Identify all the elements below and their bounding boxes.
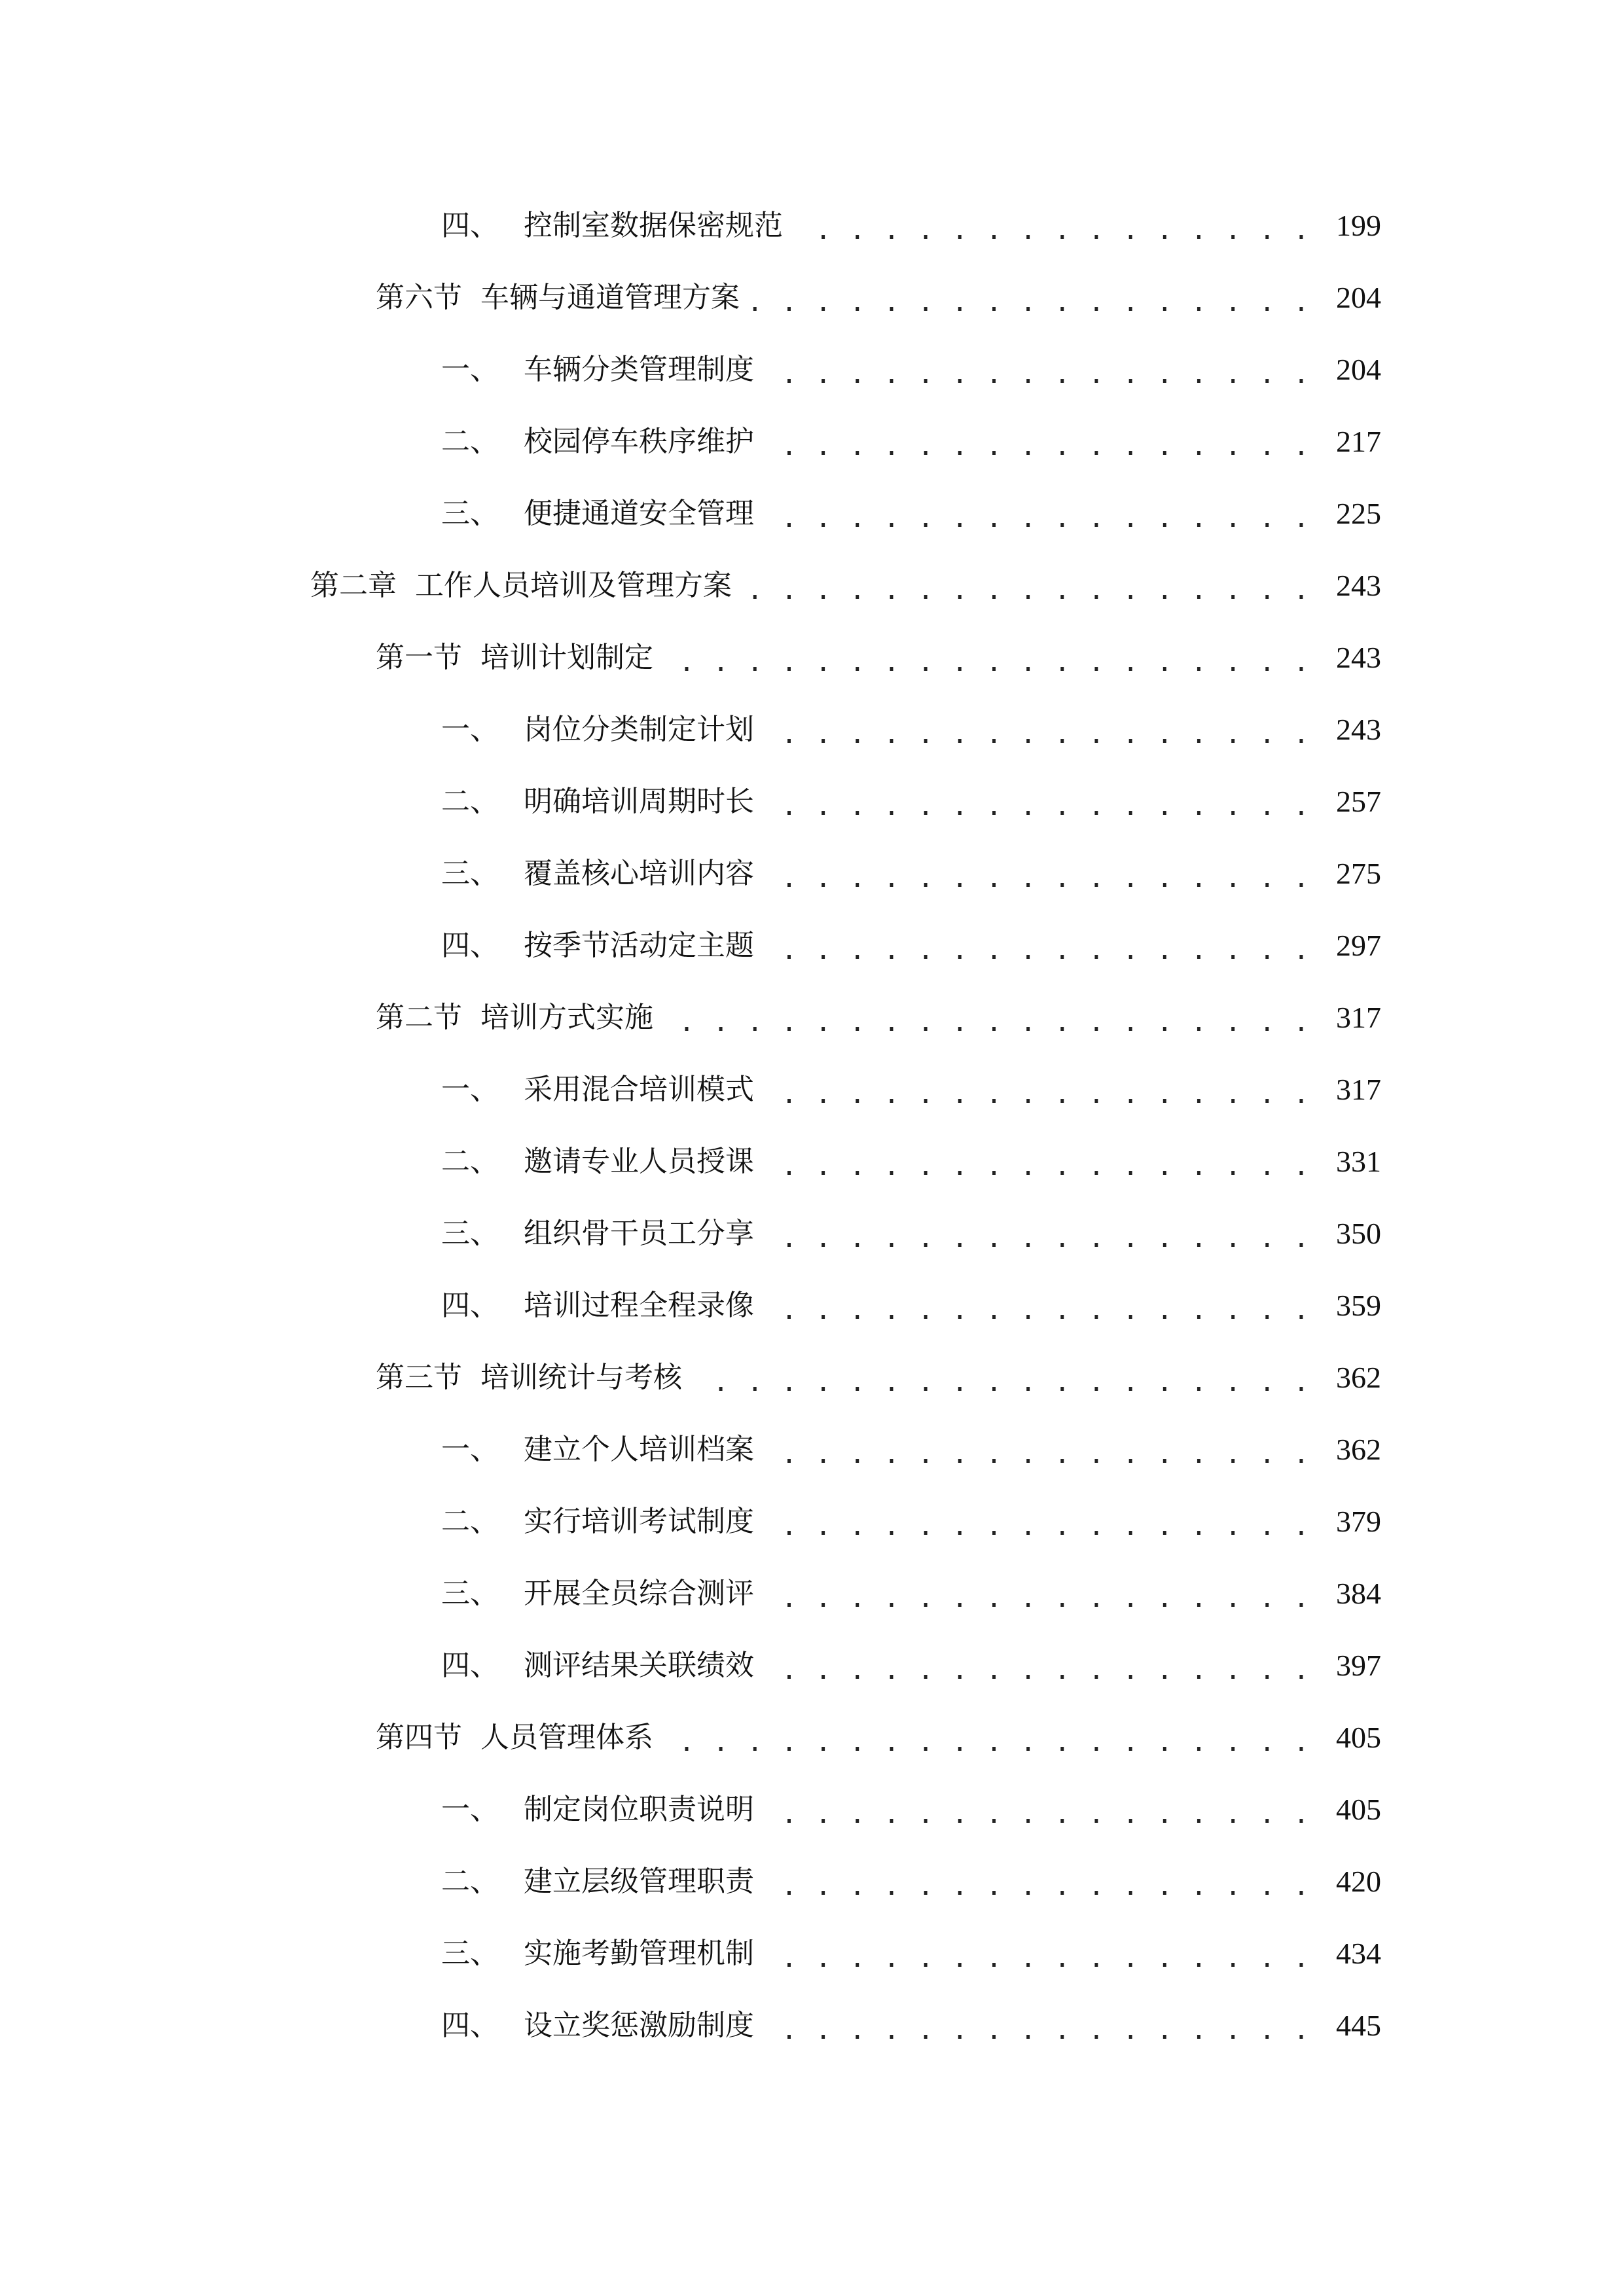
toc-entry-number: 第六节 xyxy=(376,281,462,314)
toc-dot-leader xyxy=(749,283,1310,312)
toc-entry-title: 设立奖惩激励制度 xyxy=(524,2009,754,2042)
toc-entry[interactable] xyxy=(0,1067,1624,1113)
toc-entry-page: 350 xyxy=(1336,1217,1381,1250)
toc-entry[interactable] xyxy=(0,275,1624,321)
toc-entry[interactable] xyxy=(0,1427,1624,1473)
toc-entry-title: 开展全员综合测评 xyxy=(524,1577,754,1610)
toc-entry-page: 397 xyxy=(1336,1649,1381,1682)
toc-dot-leader xyxy=(763,787,1310,816)
toc-entry-number: 第二节 xyxy=(376,1001,462,1034)
toc-dot-leader xyxy=(662,1003,1310,1032)
toc-entry-number: 第四节 xyxy=(376,1721,462,1754)
toc-entry-page: 275 xyxy=(1336,857,1381,890)
toc-dot-leader xyxy=(792,211,1310,240)
toc-dot-leader xyxy=(763,931,1310,960)
toc-dot-leader xyxy=(662,643,1310,672)
toc-entry-number: 二、 xyxy=(441,785,499,818)
toc-dot-leader xyxy=(763,1291,1310,1320)
toc-dot-leader xyxy=(763,1075,1310,1104)
toc-dot-leader xyxy=(763,1147,1310,1176)
toc-entry-number: 二、 xyxy=(441,1145,499,1178)
toc-entry[interactable] xyxy=(0,347,1624,393)
toc-entry-page: 379 xyxy=(1336,1505,1381,1538)
toc-entry-page: 243 xyxy=(1336,569,1381,602)
toc-entry[interactable] xyxy=(0,1355,1624,1401)
toc-entry-number: 四、 xyxy=(441,929,499,962)
toc-entry-title: 实施考勤管理机制 xyxy=(524,1937,754,1970)
toc-entry[interactable] xyxy=(0,995,1624,1041)
toc-entry[interactable] xyxy=(0,923,1624,969)
toc-entry-number: 四、 xyxy=(441,2009,499,2042)
toc-entry-title: 采用混合培训模式 xyxy=(524,1073,754,1106)
toc-entry-page: 405 xyxy=(1336,1721,1381,1754)
toc-entry-page: 362 xyxy=(1336,1361,1381,1394)
toc-entry[interactable] xyxy=(0,1931,1624,1977)
toc-entry-page: 225 xyxy=(1336,497,1381,530)
toc-dot-leader xyxy=(662,1723,1310,1752)
toc-entry-title: 岗位分类制定计划 xyxy=(524,713,754,746)
toc-entry[interactable] xyxy=(0,419,1624,465)
toc-entry[interactable] xyxy=(0,491,1624,537)
toc-entry-number: 三、 xyxy=(441,1217,499,1250)
toc-entry-title: 邀请专业人员授课 xyxy=(524,1145,754,1178)
toc-entry-number: 二、 xyxy=(441,1865,499,1898)
toc-entry-title: 明确培训周期时长 xyxy=(524,785,754,818)
toc-entry-number: 一、 xyxy=(441,1073,499,1106)
toc-entry-page: 199 xyxy=(1336,209,1381,242)
toc-dot-leader xyxy=(763,1435,1310,1464)
toc-entry-title: 人员管理体系 xyxy=(480,1721,653,1754)
toc-entry[interactable] xyxy=(0,1787,1624,1833)
toc-dot-leader xyxy=(763,859,1310,888)
toc-entry-page: 204 xyxy=(1336,281,1381,314)
toc-dot-leader xyxy=(763,1219,1310,1248)
toc-entry-page: 297 xyxy=(1336,929,1381,962)
toc-entry-title: 培训过程全程录像 xyxy=(524,1289,754,1322)
toc-entry-number: 三、 xyxy=(441,1577,499,1610)
toc-entry-title: 组织骨干员工分享 xyxy=(524,1217,754,1250)
toc-entry-title: 车辆与通道管理方案 xyxy=(480,281,740,314)
toc-entry-number: 一、 xyxy=(441,353,499,386)
toc-dot-leader xyxy=(763,2011,1310,2040)
toc-entry-number: 二、 xyxy=(441,425,499,458)
toc-entry-number: 四、 xyxy=(441,1649,499,1682)
toc-entry[interactable] xyxy=(0,1499,1624,1545)
toc-entry[interactable] xyxy=(0,707,1624,753)
toc-dot-leader xyxy=(763,1651,1310,1680)
toc-entry[interactable] xyxy=(0,1571,1624,1617)
toc-entry-title: 建立个人培训档案 xyxy=(524,1433,754,1466)
toc-entry[interactable] xyxy=(0,1283,1624,1329)
toc-entry-title: 制定岗位职责说明 xyxy=(524,1793,754,1826)
toc-entry-page: 359 xyxy=(1336,1289,1381,1322)
toc-entry[interactable] xyxy=(0,1211,1624,1257)
toc-entry-page: 257 xyxy=(1336,785,1381,818)
toc-entry[interactable] xyxy=(0,779,1624,825)
toc-entry-number: 四、 xyxy=(441,209,499,242)
toc-entry-page: 317 xyxy=(1336,1001,1381,1034)
toc-entry[interactable] xyxy=(0,2003,1624,2049)
toc-entry[interactable] xyxy=(0,1643,1624,1689)
toc-entry-page: 317 xyxy=(1336,1073,1381,1106)
toc-entry-title: 便捷通道安全管理 xyxy=(524,497,754,530)
toc-entry-number: 一、 xyxy=(441,1793,499,1826)
toc-entry[interactable] xyxy=(0,563,1624,609)
toc-dot-leader xyxy=(763,1507,1310,1536)
toc-entry-number: 二、 xyxy=(441,1505,499,1538)
toc-entry-page: 331 xyxy=(1336,1145,1381,1178)
toc-dot-leader xyxy=(763,427,1310,456)
toc-entry-title: 覆盖核心培训内容 xyxy=(524,857,754,890)
toc-entry-page: 243 xyxy=(1336,713,1381,746)
toc-entry[interactable] xyxy=(0,1715,1624,1761)
toc-entry-number: 第三节 xyxy=(376,1361,462,1394)
toc-entry-title: 校园停车秩序维护 xyxy=(524,425,754,458)
toc-entry-title: 测评结果关联绩效 xyxy=(524,1649,754,1682)
toc-dot-leader xyxy=(763,1939,1310,1968)
toc-entry-title: 控制室数据保密规范 xyxy=(524,209,783,242)
toc-entry-number: 第一节 xyxy=(376,641,462,674)
toc-entry-title: 培训方式实施 xyxy=(480,1001,653,1034)
toc-entry-page: 384 xyxy=(1336,1577,1381,1610)
toc-dot-leader xyxy=(763,1867,1310,1896)
toc-entry-title: 车辆分类管理制度 xyxy=(524,353,754,386)
toc-entry-title: 按季节活动定主题 xyxy=(524,929,754,962)
toc-entry[interactable] xyxy=(0,635,1624,681)
toc-entry-number: 一、 xyxy=(441,1433,499,1466)
toc-dot-leader xyxy=(763,499,1310,528)
toc-entry-title: 工作人员培训及管理方案 xyxy=(415,569,732,602)
toc-entry[interactable] xyxy=(0,851,1624,897)
toc-entry-title: 实行培训考试制度 xyxy=(524,1505,754,1538)
toc-entry-number: 三、 xyxy=(441,497,499,530)
toc-entry-title: 建立层级管理职责 xyxy=(524,1865,754,1898)
toc-entry-page: 243 xyxy=(1336,641,1381,674)
toc-entry[interactable] xyxy=(0,203,1624,249)
toc-entry-page: 445 xyxy=(1336,2009,1381,2042)
toc-entry-number: 第二章 xyxy=(310,569,397,602)
toc-entry-page: 405 xyxy=(1336,1793,1381,1826)
toc-entry-title: 培训计划制定 xyxy=(480,641,653,674)
toc-entry[interactable] xyxy=(0,1139,1624,1185)
toc-dot-leader xyxy=(691,1363,1310,1392)
toc-dot-leader xyxy=(763,715,1310,744)
toc-dot-leader xyxy=(763,1795,1310,1824)
toc-dot-leader xyxy=(763,355,1310,384)
toc-entry-number: 一、 xyxy=(441,713,499,746)
toc-entry-page: 204 xyxy=(1336,353,1381,386)
toc-entry-page: 217 xyxy=(1336,425,1381,458)
toc-dot-leader xyxy=(741,571,1310,600)
toc-entry-page: 434 xyxy=(1336,1937,1381,1970)
toc-entry-number: 四、 xyxy=(441,1289,499,1322)
toc-entry-title: 培训统计与考核 xyxy=(480,1361,682,1394)
toc-entry-page: 362 xyxy=(1336,1433,1381,1466)
toc-entry-page: 420 xyxy=(1336,1865,1381,1898)
toc-entry[interactable] xyxy=(0,1859,1624,1905)
toc-entry-number: 三、 xyxy=(441,857,499,890)
toc-entry-number: 三、 xyxy=(441,1937,499,1970)
toc-dot-leader xyxy=(763,1579,1310,1608)
